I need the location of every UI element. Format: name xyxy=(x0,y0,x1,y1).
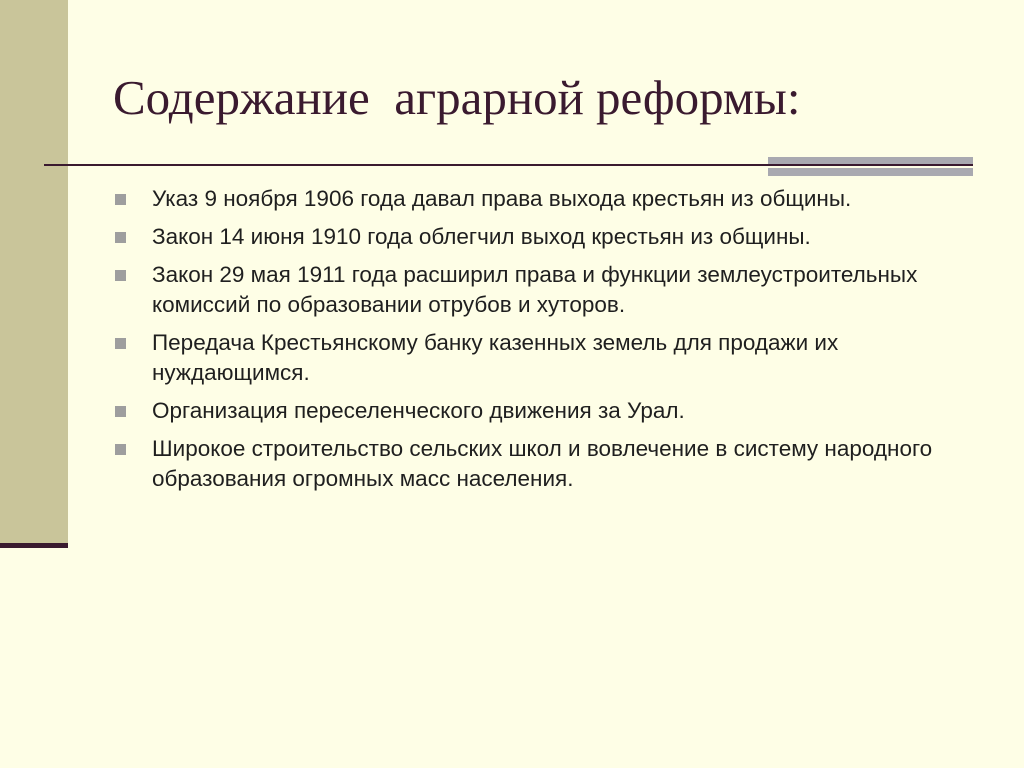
bullet-item xyxy=(114,184,984,214)
square-bullet-icon xyxy=(115,270,126,281)
bullet-text: Закон 29 мая 1911 года расширил права и функции землеустроительных комиссий по образовании отрубов и хуторов. xyxy=(152,262,918,317)
square-bullet-icon xyxy=(115,444,126,455)
slide-title: Содержание аграрной реформы: xyxy=(113,70,801,125)
bullet-text: Закон 14 июня 1910 года облегчил выход крестьян из общины. xyxy=(152,224,811,249)
bullet-item xyxy=(114,434,984,494)
bullet-text: Организация переселенческого движения за Урал. xyxy=(152,398,685,423)
accent-stripe-bottom xyxy=(768,168,973,176)
bullet-item xyxy=(114,260,984,320)
side-band-underline xyxy=(0,543,68,548)
bullet-list xyxy=(114,184,984,502)
square-bullet-icon xyxy=(115,406,126,417)
square-bullet-icon xyxy=(115,232,126,243)
bullet-text: Указ 9 ноября 1906 года давал права выхода крестьян из общины. xyxy=(152,186,852,211)
square-bullet-icon xyxy=(115,194,126,205)
bullet-item xyxy=(114,328,984,388)
bullet-text: Передача Крестьянскому банку казенных земель для продажи их нуждающимся. xyxy=(152,330,839,385)
square-bullet-icon xyxy=(115,338,126,349)
bullet-text: Широкое строительство сельских школ и вовлечение в систему народного образования огромных масс населения. xyxy=(152,436,933,491)
bullet-item xyxy=(114,396,984,426)
accent-stripe-top xyxy=(768,157,973,164)
bullet-item xyxy=(114,222,984,252)
side-band xyxy=(0,0,68,545)
accent-bar xyxy=(768,157,973,179)
